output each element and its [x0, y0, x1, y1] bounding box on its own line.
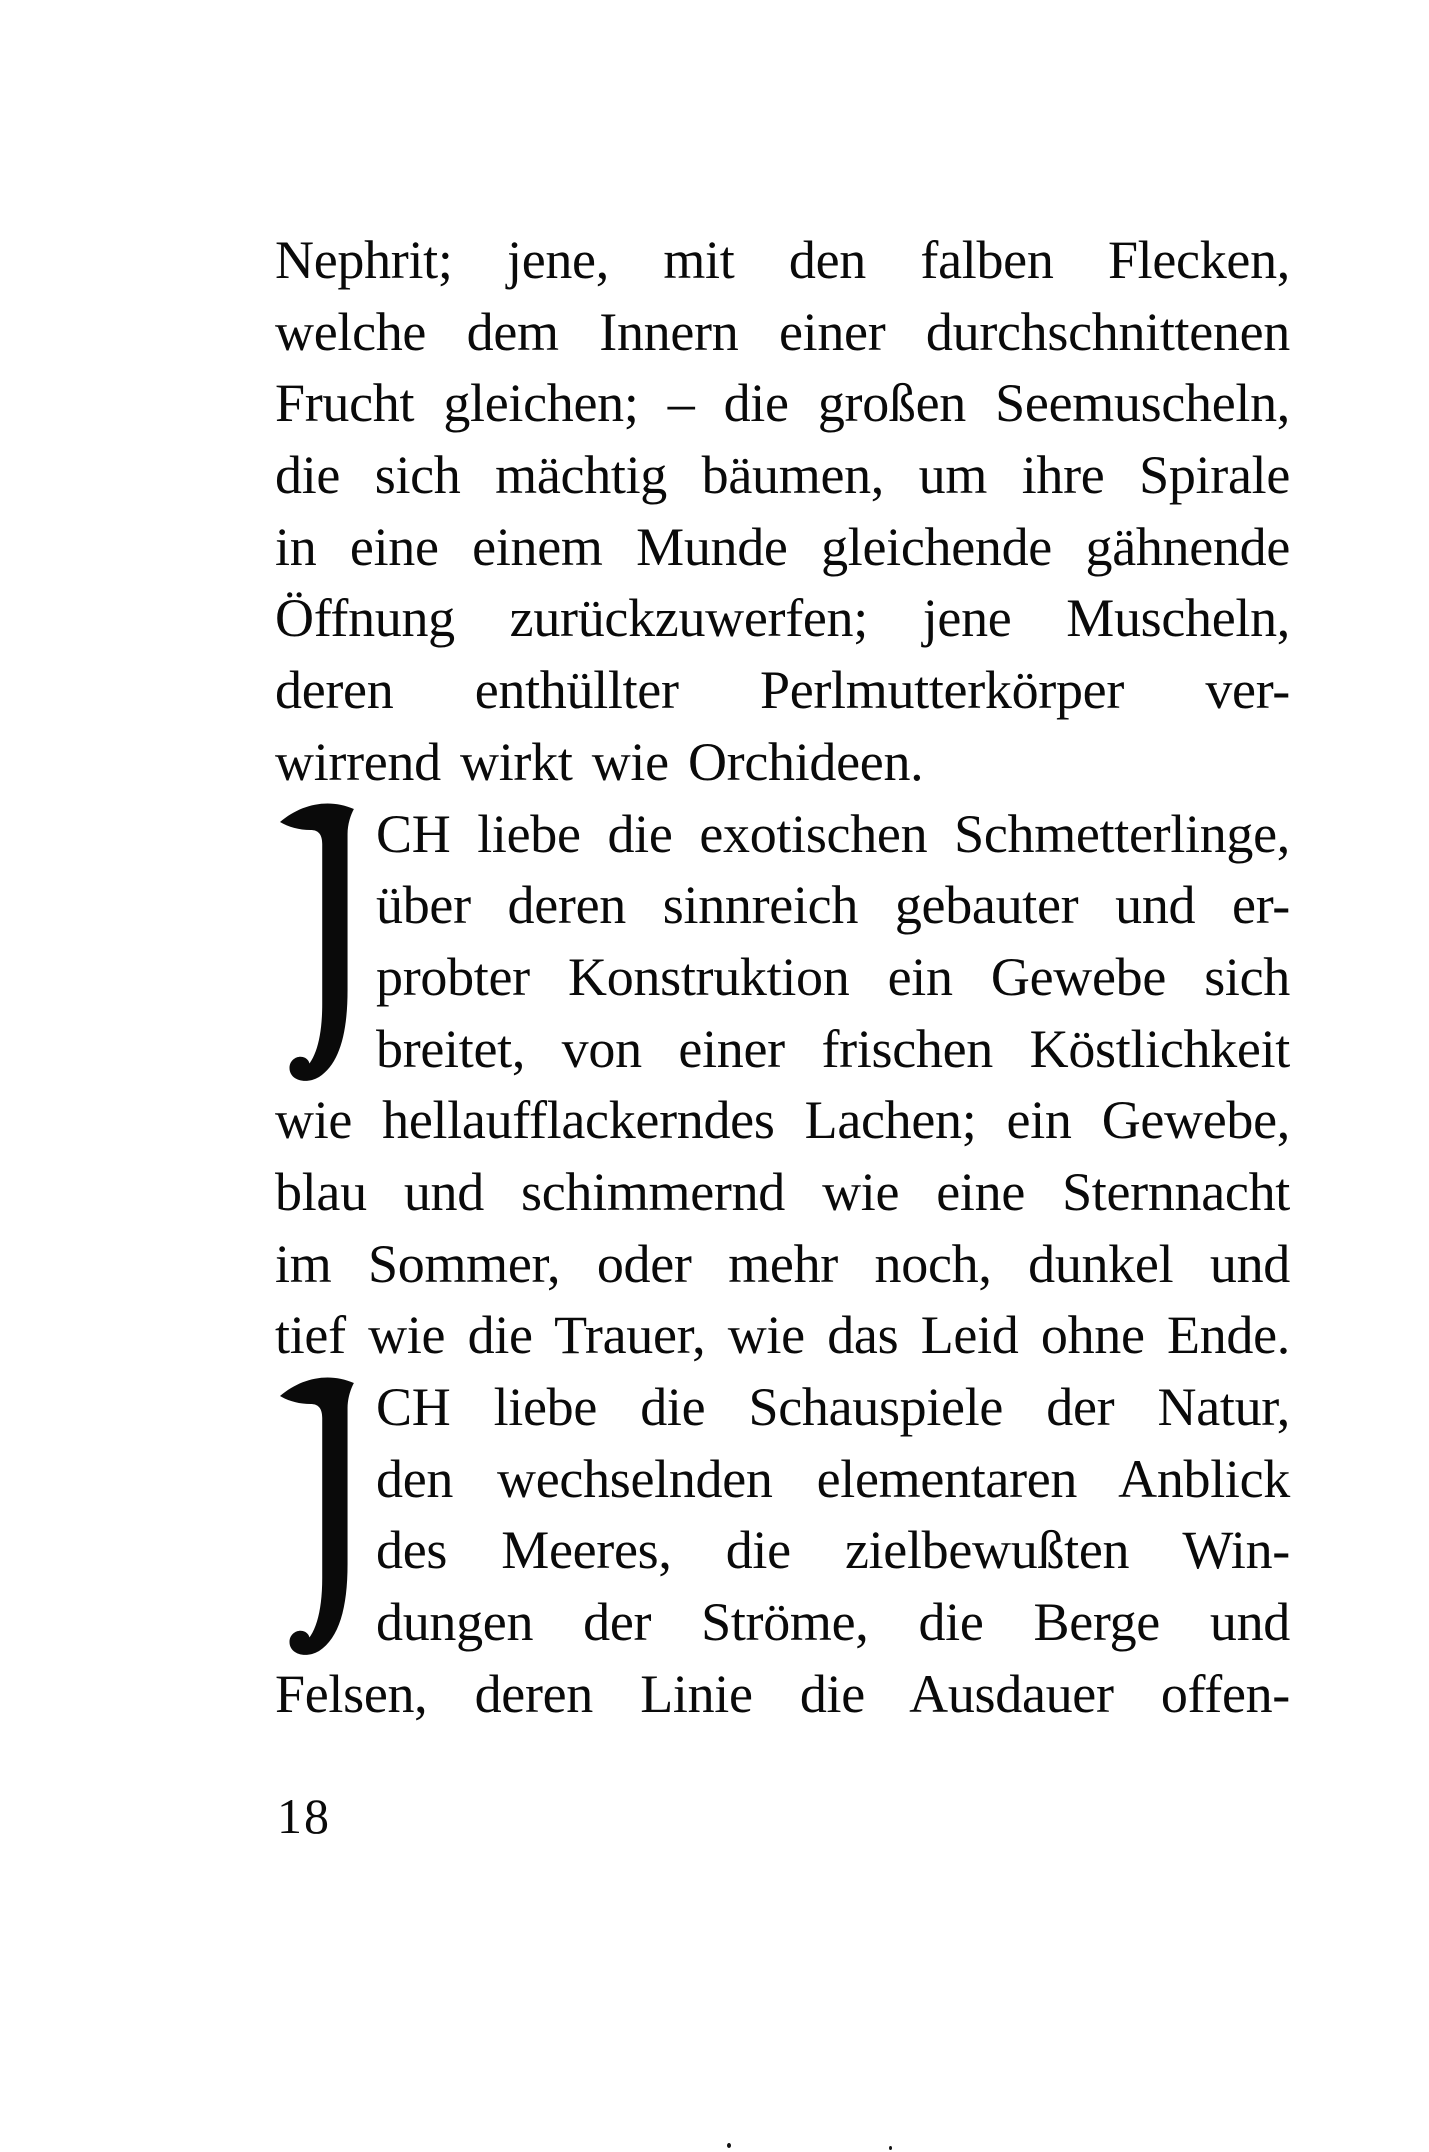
text-line: des Meeres, die zielbewußten Win- [376, 1520, 1290, 1581]
dropcap-initial [280, 800, 356, 1086]
text-line: Öffnung zurückzuwerfen; jene Muscheln, [275, 588, 1290, 649]
text-line: blau und schimmernd wie eine Sternnacht [275, 1161, 1290, 1222]
text-line: Frucht gleichen; – die großen Seemuscheln, [275, 373, 1290, 434]
text-line: im Sommer, oder mehr noch, dunkel und [275, 1233, 1290, 1294]
text-line: breitet, von einer frischen Köstlichkeit [376, 1018, 1290, 1079]
scan-speck [727, 2143, 731, 2148]
dropcap-initial [280, 1374, 356, 1660]
text-line: tief wie die Trauer, wie das Leid ohne Ende. [275, 1305, 1290, 1366]
text-line: den wechselnden elementaren Anblick [376, 1448, 1290, 1509]
text-block [275, 0, 1290, 1730]
text-line: CH liebe die exotischen Schmetterlinge, [376, 803, 1290, 864]
text-line: deren enthüllter Perlmutterkörper ver- [275, 660, 1290, 721]
text-line: wirrend wirkt wie Orchideen. [275, 731, 924, 792]
page-number: 18 [277, 1788, 331, 1844]
text-line: wie hellaufflackerndes Lachen; ein Gewebe, [275, 1090, 1290, 1151]
text-line: die sich mächtig bäumen, um ihre Spirale [275, 445, 1290, 506]
text-line: Nephrit; jene, mit den falben Flecken, [275, 230, 1290, 290]
text-line: CH liebe die Schauspiele der Natur, [376, 1377, 1290, 1437]
text-line: dungen der Ströme, die Berge und [376, 1592, 1290, 1653]
scan-speck [889, 2146, 892, 2150]
text-line: in eine einem Munde gleichende gähnende [275, 516, 1290, 577]
swash-initial-i-icon [280, 800, 356, 1086]
text-line: Felsen, deren Linie die Ausdauer offen- [275, 1663, 1290, 1724]
text-line: welche dem Innern einer durchschnittenen [275, 301, 1290, 362]
text-line: probter Konstruktion ein Gewebe sich [376, 946, 1290, 1007]
swash-initial-i-icon [280, 1374, 356, 1660]
text-line: über deren sinnreich gebauter und er- [376, 875, 1290, 936]
